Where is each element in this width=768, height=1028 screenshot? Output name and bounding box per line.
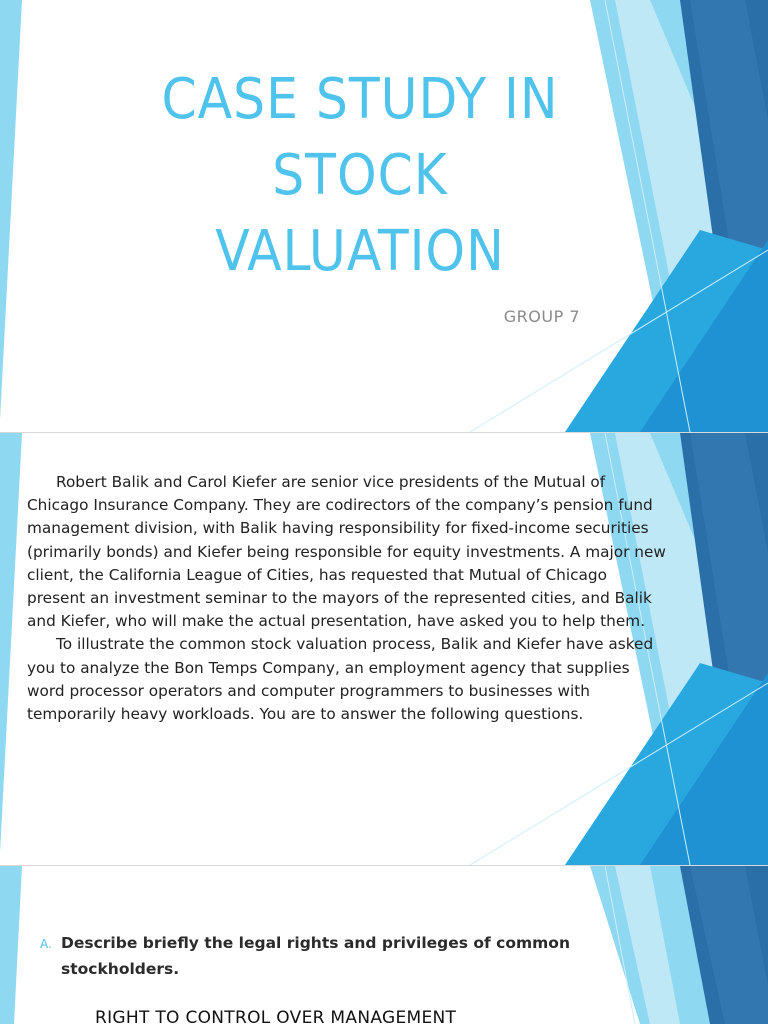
answer-heading: RIGHT TO CONTROL OVER MANAGEMENT [95,1008,457,1028]
title-line: VALUATION [215,219,505,284]
question-marker: A. [40,937,52,951]
question-a [40,930,600,982]
title-line: CASE STUDY IN [161,67,559,132]
title-line: STOCK [272,143,448,208]
paragraph: Robert Balik and Carol Kiefer are senior vice presidents of the Mutual of Chicago Insurance Company. They are codirectors of the company’s pension fund management division, with Balik having responsibility for fixed-income securities (primarily bonds) and Kiefer being responsible for equity investments. A major new client, the California League of Cities, has requested that Mutual of Chicago present an investment seminar to the mayors of the represented cities, and Balik and Kiefer, who will make the actual presentation, have asked you to help them. [27,473,666,631]
slide-title [60,62,660,290]
title-slide [0,0,768,432]
question-text: Describe briefly the legal rights and privileges of common stockholders. [61,934,570,978]
slide-subtitle: GROUP 7 [503,307,580,326]
case-body-text [27,471,667,726]
paragraph: To illustrate the common stock valuation process, Balik and Kiefer have asked you to analyze the Bon Temps Company, an employment agency that supplies word processor operators and computer programmers to businesses with temporarily heavy workloads. You are to answer the following questions. [27,635,654,724]
